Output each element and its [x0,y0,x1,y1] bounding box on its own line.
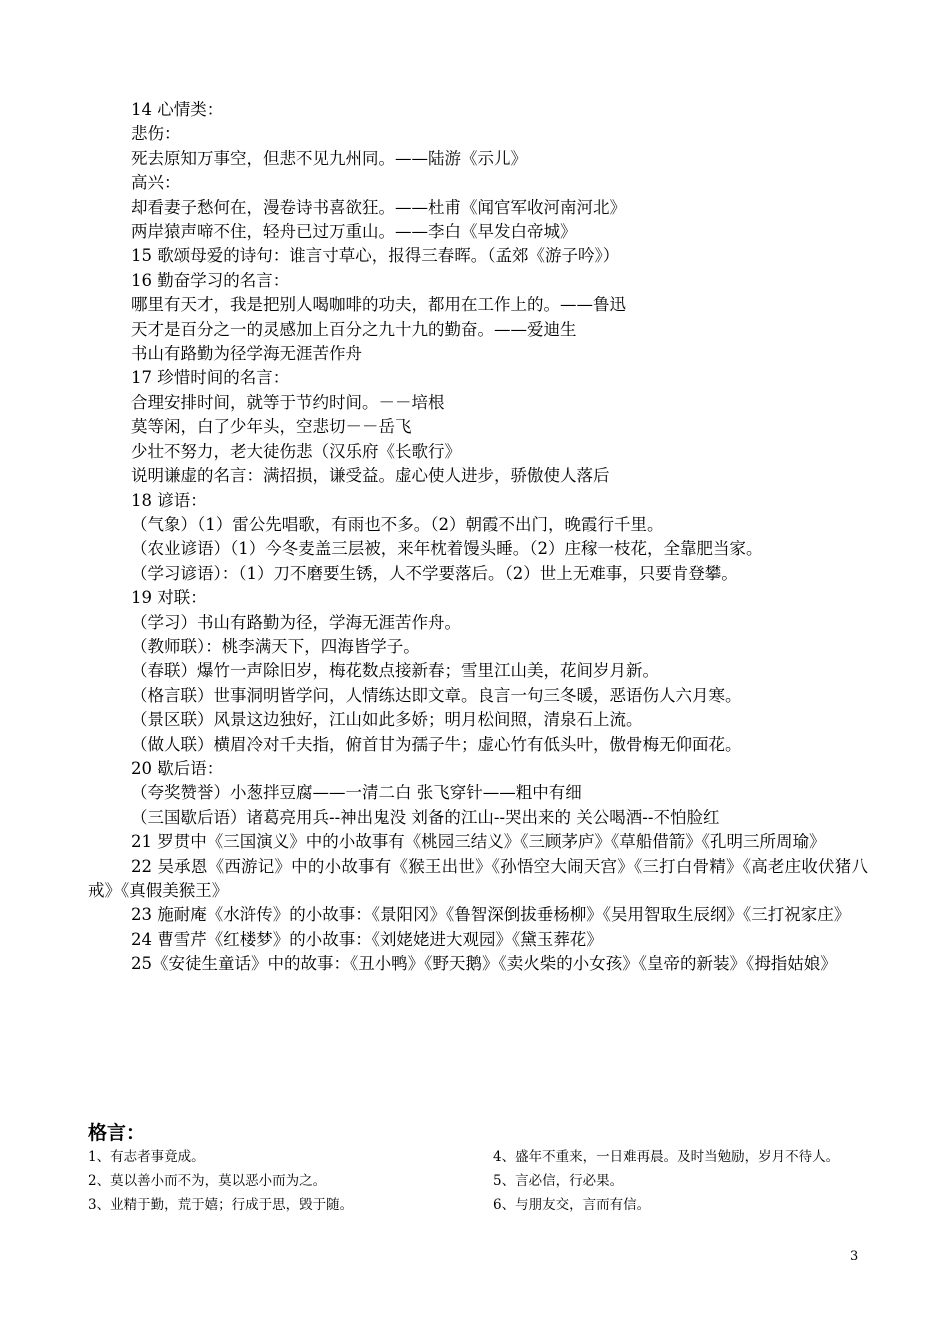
section-heading: 14 心情类： [131,100,224,119]
quote-line: 莫等闲，白了少年头，空悲切－－岳飞 [131,417,412,437]
proverb-line: （农业谚语）（1）今冬麦盖三层被，来年枕着馒头睡。（2）庄稼一枝花，全靠肥当家。 [131,539,763,559]
quote-line: 合理安排时间，就等于节约时间。－－培根 [131,392,445,412]
couplet-line: （学习）书山有路勤为径，学海无涯苦作舟。 [131,612,461,632]
xiehouyu-line: （夸奖赞誉）小葱拌豆腐——一清二白 张飞穿针——粗中有细 [131,783,582,803]
couplet-line: （格言联）世事洞明皆学问，人情练达即文章。良言一句三冬暖，恶语伤人六月寒。 [131,685,742,705]
maxim-item: 6、与朋友交，言而有信。 [493,1197,651,1213]
maxims-left-column [88,1145,478,1217]
subheading: 高兴： [131,173,181,193]
maxim-item: 1、有志者事竟成。 [88,1149,205,1165]
maxim-item: 3、业精于勤，荒于嬉；行成于思，毁于随。 [88,1197,354,1213]
maxim-item: 5、言必信，行必果。 [493,1173,624,1189]
couplet-line: （景区联）风景这边独好，江山如此多娇；明月松间照，清泉石上流。 [131,710,643,730]
section-heading: 19 对联： [131,588,207,608]
quote-line: 两岸猿声啼不住，轻舟已过万重山。——李白《早发白帝城》 [131,222,577,242]
story-paragraph: 21 罗贯中《三国演义》中的小故事有《桃园三结义》《三顾茅庐》《草船借箭》《孔明三所周瑜》 [131,832,826,852]
story-paragraph: 24 曹雪芹《红楼梦》的小故事：《刘姥姥进大观园》《黛玉葬花》 [131,929,603,949]
story-paragraph: 22 吴承恩《西游记》中的小故事有《猴王出世》《孙悟空大闹天宫》《三打白骨精》《高老庄收伏猪八戒》《真假美猴王》 [88,856,868,900]
xiehouyu-line: （三国歇后语）诸葛亮用兵--神出鬼没 刘备的江山--哭出来的 关公喝酒--不怕脸红 [131,807,720,827]
section-heading: 17 珍惜时间的名言： [131,368,290,388]
quote-line: 说明谦虚的名言：满招损，谦受益。虚心使人进步，骄傲使人落后 [131,466,610,486]
section-heading: 18 谚语： [131,490,207,510]
couplet-line: （春联）爆竹一声除旧岁，梅花数点接新春；雪里江山美，花间岁月新。 [131,661,659,681]
maxims-heading: 格言： [88,1122,146,1144]
couplet-line: （教师联）：桃李满天下，四海皆学子。 [131,636,420,656]
proverb-line: （气象）（1）雷公先唱歌，有雨也不多。（2）朝霞不出门，晚霞行千里。 [131,514,664,534]
story-paragraph: 23 施耐庵《水浒传》的小故事：《景阳冈》《鲁智深倒拔垂杨柳》《吴用智取生辰纲》《三打祝家庄》 [131,905,851,925]
document-body [88,98,868,977]
quote-line: 天才是百分之一的灵感加上百分之九十九的勤奋。——爱迪生 [131,319,577,339]
section-heading: 20 歇后语： [131,758,224,778]
maxim-item: 4、盛年不重来，一日难再晨。及时当勉励，岁月不待人。 [493,1149,840,1165]
story-paragraph: 25《安徒生童话》中的故事：《丑小鸭》《野天鹅》《卖火柴的小女孩》《皇帝的新装》《拇指姑娘》 [131,954,837,974]
maxims-right-column [493,1145,865,1217]
section-heading: 16 勤奋学习的名言： [131,270,290,290]
section-heading: 15 歌颂母爱的诗句：谁言寸草心，报得三春晖。（孟郊《游子吟》） [131,246,620,266]
subheading: 悲伤： [131,124,181,144]
quote-line: 哪里有天才，我是把别人喝咖啡的功夫，都用在工作上的。——鲁迅 [131,295,626,315]
quote-line: 死去原知万事空，但悲不见九州同。——陆游《示儿》 [131,148,527,168]
proverb-line: （学习谚语）：（1）刀不磨要生锈，人不学要落后。（2）世上无难事，只要肯登攀。 [131,563,738,583]
page-number: 3 [850,1249,859,1264]
couplet-line: （做人联）横眉冷对千夫指，俯首甘为孺子牛；虚心竹有低头叶，傲骨梅无仰面花。 [131,734,742,754]
maxim-item: 2、莫以善小而不为，莫以恶小而为之。 [88,1173,327,1189]
quote-line: 书山有路勤为径学海无涯苦作舟 [131,344,362,364]
quote-line: 少壮不努力，老大徒伤悲（汉乐府《长歌行》 [131,441,461,461]
quote-line: 却看妻子愁何在，漫卷诗书喜欲狂。——杜甫《闻官军收河南河北》 [131,197,626,217]
